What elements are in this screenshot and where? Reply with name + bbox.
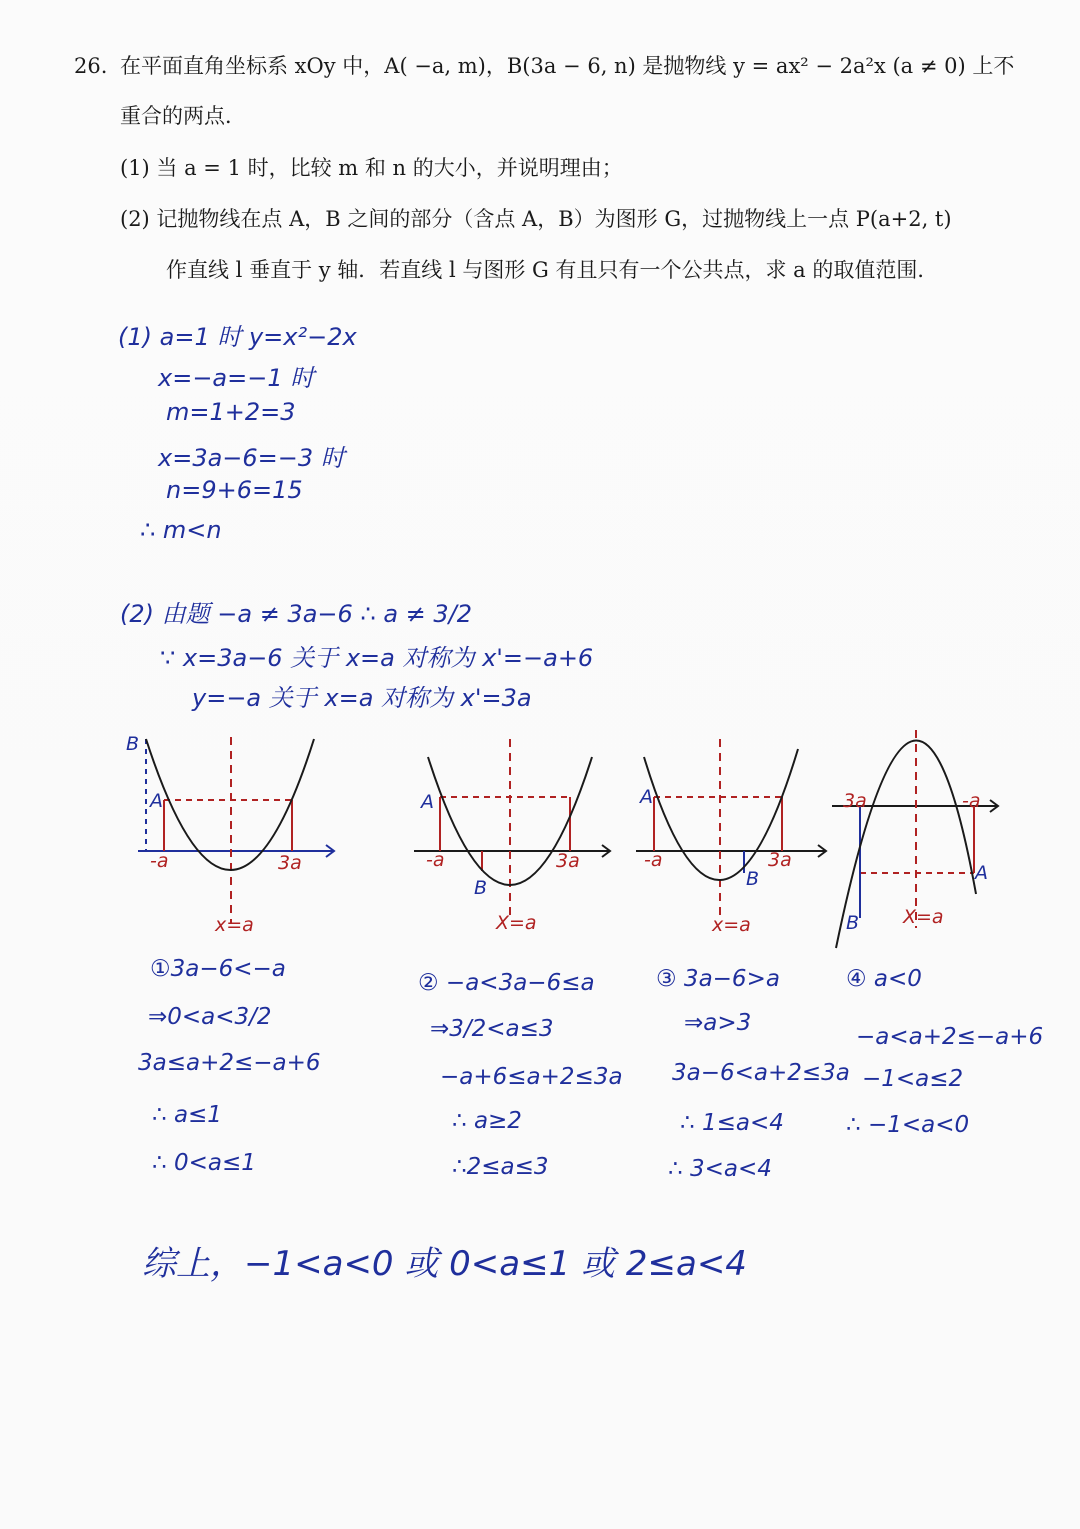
graph3-label-left: -a [644,849,663,871]
graph3-label-b: B [746,868,760,890]
case4-line-3: −1<a≤2 [862,1066,964,1092]
graph4-label-a: A [975,862,988,884]
question-part-1: (1) 当 a = 1 时，比较 m 和 n 的大小，并说明理由； [120,156,623,180]
sol1-line-4: x=3a−6=−3 时 [158,444,345,472]
sol1-line-1: (1) a=1 时 y=x²−2x [118,323,357,351]
graph1-label-b: B [126,733,140,755]
case3-line-2: ⇒a>3 [684,1010,752,1036]
question-part-2-line-1: (2) 记抛物线在点 A，B 之间的部分（含点 A，B）为图形 G，过抛物线上一点 P(a+2, t) [120,207,952,231]
question-number: 26. [74,54,108,78]
sol2-line-2: ∵ x=3a−6 关于 x=a 对称为 x'=−a+6 [160,644,594,672]
sol1-line-5: n=9+6=15 [166,476,303,504]
graph3-label-a: A [640,786,653,808]
sol1-line-2: x=−a=−1 时 [158,364,315,392]
case2-line-4: ∴ a≥2 [452,1108,522,1134]
case3-line-5: ∴ 3<a<4 [668,1156,772,1182]
case4-line-1: ④ a<0 [846,966,922,992]
case3-line-3: 3a−6<a+2≤3a [672,1060,850,1086]
question-line-2: 重合的两点． [120,104,246,128]
case1-line-2: ⇒0<a<3/2 [148,1004,272,1030]
sol2-line-3: y=−a 关于 x=a 对称为 x'=3a [192,684,532,712]
question-part-2-line-2: 作直线 l 垂直于 y 轴．若直线 l 与图形 G 有且只有一个公共点，求 a 的取值范围． [166,258,939,282]
case3-line-4: ∴ 1≤a<4 [680,1110,784,1136]
question-line-1: 在平面直角坐标系 xOy 中，A( −a, m)，B(3a − 6, n) 是抛物线 y = ax² − 2a²x (a ≠ 0) 上不 [120,54,1015,78]
graph2-label-b: B [474,877,488,899]
case2-line-3: −a+6≤a+2≤3a [440,1064,623,1090]
graph3-label-axis: x=a [712,914,751,936]
sol1-line-3: m=1+2=3 [166,398,296,426]
case2-line-1: ② −a<3a−6≤a [418,970,595,996]
graph-case-3 [632,735,832,935]
case1-line-3: 3a≤a+2≤−a+6 [138,1050,321,1076]
sol2-line-1: (2) 由题 −a ≠ 3a−6 ∴ a ≠ 3/2 [120,600,473,628]
case4-line-2: −a<a+2≤−a+6 [856,1024,1044,1050]
case2-line-2: ⇒3/2<a≤3 [430,1016,554,1042]
graph2-label-right: 3a [556,850,580,872]
graph3-label-right: 3a [768,849,792,871]
graph-case-2 [410,735,620,935]
case4-line-4: ∴ −1<a<0 [846,1112,970,1138]
sol1-line-6: ∴ m<n [140,516,222,544]
graph1-label-axis: x=a [215,914,254,936]
graph4-label-left: 3a [843,790,867,812]
graph4-label-b: B [846,912,860,934]
case2-line-5: ∴2≤a≤3 [452,1154,549,1180]
graph-case-1 [120,725,350,945]
case1-line-1: ①3a−6<−a [150,956,286,982]
graph1-label-right: 3a [278,852,302,874]
case3-line-1: ③ 3a−6>a [656,966,780,992]
graph2-label-left: -a [426,849,445,871]
graph2-label-a: A [421,791,434,813]
case1-line-4: ∴ a≤1 [152,1102,222,1128]
graph1-label-a: A [150,790,163,812]
case1-line-5: ∴ 0<a≤1 [152,1150,256,1176]
graph4-label-axis: X=a [903,906,944,928]
graph4-label-right: -a [962,790,981,812]
conclusion: 综上，−1<a<0 或 0<a≤1 或 2≤a<4 [142,1244,747,1284]
graph1-label-left: -a [150,850,169,872]
graph2-label-axis: X=a [496,912,537,934]
